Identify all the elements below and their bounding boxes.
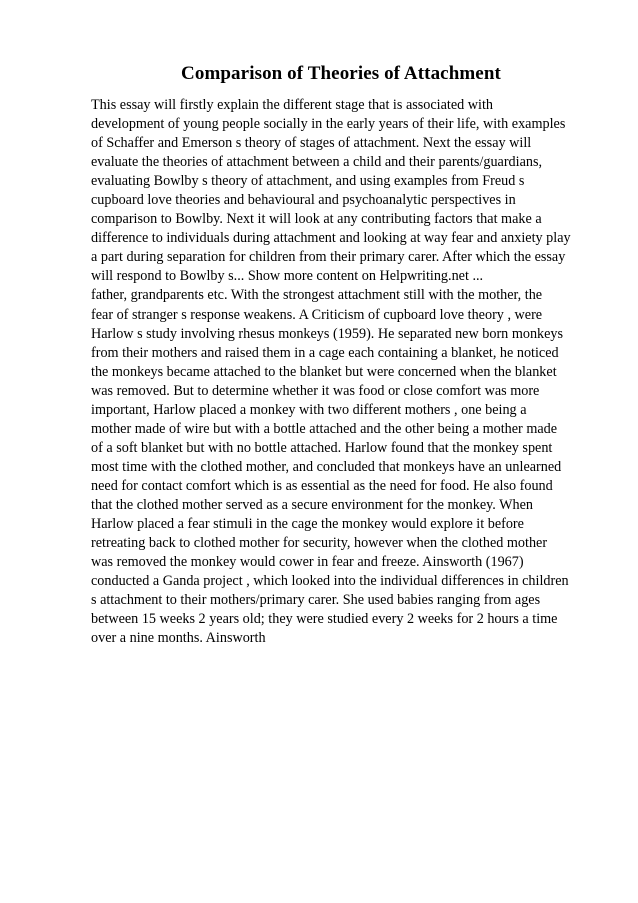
text-line: mother made of wire but with a bottle attached and the other being a mother made <box>91 420 558 437</box>
text-line: need for contact comfort which is as essential as the need for food. He also found <box>91 477 553 494</box>
text-line: comparison to Bowlby. Next it will look at any contributing factors that make a <box>91 211 542 228</box>
text-line: that the clothed mother served as a secure environment for the monkey. When <box>91 496 534 513</box>
text-line: will respond to Bowlby s... Show more content on Helpwriting.net ... <box>91 268 484 285</box>
text-line: father, grandparents etc. With the strongest attachment still with the mother, the <box>91 287 543 304</box>
document-body <box>91 96 591 648</box>
text-line: retreating back to clothed mother for security, however when the clothed mother <box>91 535 548 552</box>
text-line: most time with the clothed mother, and concluded that monkeys have an unlearned <box>91 458 562 475</box>
text-line: fear of stranger s response weakens. A Criticism of cupboard love theory , were <box>91 306 543 323</box>
text-line: development of young people socially in the early years of their life, with examples <box>91 116 566 133</box>
text-line: difference to individuals during attachment and looking at way fear and anxiety play <box>91 230 571 247</box>
text-line: was removed the monkey would cower in fear and freeze. Ainsworth (1967) <box>91 554 524 571</box>
text-line: conducted a Ganda project , which looked into the individual differences in children <box>91 573 569 590</box>
text-line: of a soft blanket but with no bottle attached. Harlow found that the monkey spent <box>91 439 553 456</box>
text-line: important, Harlow placed a monkey with two different mothers , one being a <box>91 401 527 418</box>
text-line: was removed. But to determine whether it was food or close comfort was more <box>91 382 540 399</box>
text-line: s attachment to their mothers/primary carer. She used babies ranging from ages <box>91 592 541 609</box>
text-line: evaluate the theories of attachment between a child and their parents/guardians, <box>91 154 543 171</box>
text-line: cupboard love theories and behavioural and psychoanalytic perspectives in <box>91 192 516 209</box>
text-line: of Schaffer and Emerson s theory of stages of attachment. Next the essay will <box>91 135 532 152</box>
text-line: over a nine months. Ainsworth <box>91 630 266 647</box>
text-line: the monkeys became attached to the blanket but were concerned when the blanket <box>91 363 557 380</box>
text-line: a part during separation for children from their primary carer. After which the essay <box>91 249 566 266</box>
text-line: from their mothers and raised them in a cage each containing a blanket, he noticed <box>91 344 559 361</box>
text-line: Harlow placed a fear stimuli in the cage the monkey would explore it before <box>91 516 524 533</box>
document-title: Comparison of Theories of Attachment <box>181 63 501 84</box>
text-line: This essay will firstly explain the different stage that is associated with <box>91 97 494 113</box>
text-line: Harlow s study involving rhesus monkeys (1959). He separated new born monkeys <box>91 325 564 342</box>
text-line: evaluating Bowlby s theory of attachment, and using examples from Freud s <box>91 173 525 190</box>
text-line: between 15 weeks 2 years old; they were studied every 2 weeks for 2 hours a time <box>91 611 558 628</box>
